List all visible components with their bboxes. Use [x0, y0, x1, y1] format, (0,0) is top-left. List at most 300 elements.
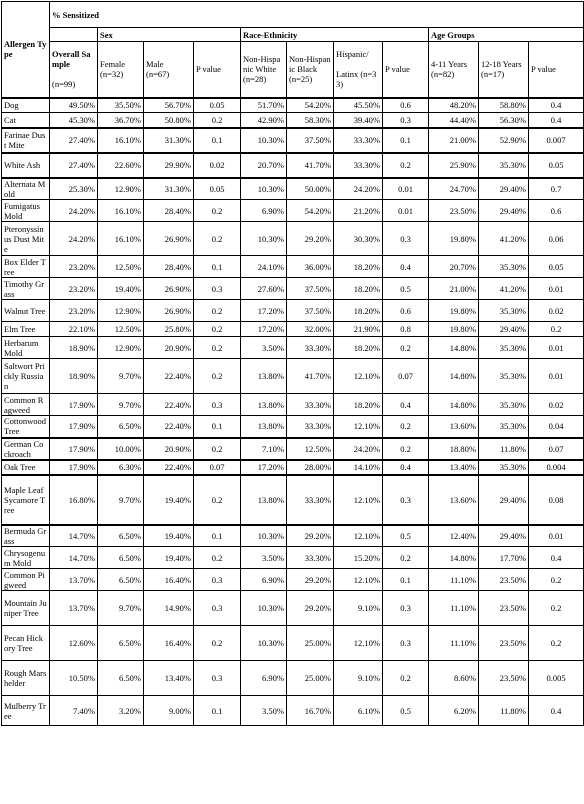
- allergen-name: Alternata Mold: [2, 178, 50, 200]
- race-group-header: Race-Ethnicity: [241, 28, 429, 42]
- percent-cell: 54.20%: [287, 98, 334, 113]
- table-row: [2, 394, 584, 416]
- percent-cell: 14.70%: [50, 547, 98, 569]
- p-value-cell: 0.007: [529, 128, 584, 153]
- percent-cell: 33.30%: [334, 128, 383, 153]
- percent-cell: 35.30%: [479, 256, 529, 278]
- table-row: [2, 475, 584, 525]
- percent-cell: 41.70%: [287, 153, 334, 178]
- p-value-cell: 0.02: [194, 153, 241, 178]
- percent-cell: 48.20%: [429, 98, 479, 113]
- percent-cell: 6.50%: [98, 626, 144, 661]
- percent-cell: 41.20%: [479, 278, 529, 300]
- percent-cell: 13.60%: [429, 416, 479, 438]
- percent-cell: 25.00%: [287, 626, 334, 661]
- percent-cell: 13.80%: [241, 416, 287, 438]
- p-value-cell: 0.2: [194, 547, 241, 569]
- percent-cell: 6.10%: [334, 696, 383, 726]
- percent-cell: 19.40%: [98, 278, 144, 300]
- percent-cell: 20.70%: [429, 256, 479, 278]
- table-row: [2, 200, 584, 222]
- percent-cell: 10.30%: [241, 626, 287, 661]
- percent-cell: 33.30%: [287, 547, 334, 569]
- percent-cell: 23.50%: [429, 200, 479, 222]
- p-value-cell: 0.6: [383, 300, 429, 322]
- percent-cell: 11.80%: [479, 438, 529, 460]
- percent-cell: 12.10%: [334, 416, 383, 438]
- percent-cell: 29.90%: [144, 153, 194, 178]
- table-row: [2, 416, 584, 438]
- percent-cell: 52.90%: [479, 128, 529, 153]
- percent-cell: 12.10%: [334, 569, 383, 591]
- percent-cell: 18.20%: [334, 337, 383, 359]
- percent-cell: 17.90%: [50, 394, 98, 416]
- percent-cell: 16.40%: [144, 626, 194, 661]
- header-row-groups: [2, 28, 584, 42]
- p-value-cell: 0.4: [383, 256, 429, 278]
- table-row: [2, 547, 584, 569]
- percent-cell: 10.30%: [241, 222, 287, 256]
- p-value-cell: 0.2: [529, 626, 584, 661]
- p-value-cell: 0.2: [194, 322, 241, 337]
- percent-cell: 35.30%: [479, 359, 529, 394]
- percent-cell: 23.50%: [479, 569, 529, 591]
- percent-cell: 25.00%: [287, 661, 334, 696]
- allergen-name: Fumigatus Mold: [2, 200, 50, 222]
- percent-cell: 10.30%: [241, 178, 287, 200]
- table-row: [2, 337, 584, 359]
- table-row: [2, 438, 584, 460]
- percent-cell: 25.30%: [50, 178, 98, 200]
- p-value-cell: 0.01: [383, 200, 429, 222]
- p-value-cell: 0.01: [529, 525, 584, 547]
- percent-cell: 12.10%: [334, 626, 383, 661]
- percent-cell: 10.30%: [241, 591, 287, 626]
- p-value-cell: 0.5: [383, 278, 429, 300]
- percent-cell: 16.70%: [287, 696, 334, 726]
- percent-cell: 37.50%: [287, 278, 334, 300]
- percent-cell: 12.90%: [98, 337, 144, 359]
- p-value-cell: 0.1: [194, 256, 241, 278]
- allergen-name: Mountain Juniper Tree: [2, 591, 50, 626]
- percent-cell: 41.70%: [287, 359, 334, 394]
- percent-cell: 9.10%: [334, 661, 383, 696]
- percent-cell: 6.30%: [98, 460, 144, 475]
- percent-cell: 29.20%: [287, 525, 334, 547]
- p-value-cell: 0.2: [383, 438, 429, 460]
- percent-cell: 24.20%: [50, 222, 98, 256]
- p-value-cell: 0.4: [383, 394, 429, 416]
- percent-cell: 58.80%: [479, 98, 529, 113]
- allergen-name: Walnut Tree: [2, 300, 50, 322]
- table-row: [2, 98, 584, 113]
- percent-cell: 21.00%: [429, 278, 479, 300]
- percent-cell: 20.90%: [144, 337, 194, 359]
- percent-cell: 10.00%: [98, 438, 144, 460]
- percent-cell: 25.90%: [429, 153, 479, 178]
- p-value-cell: 0.06: [529, 222, 584, 256]
- p-value-cell: 0.3: [194, 394, 241, 416]
- percent-cell: 9.00%: [144, 696, 194, 726]
- percent-cell: 29.40%: [479, 475, 529, 525]
- col-nhw-header: Non-Hispanic White (n=28): [241, 42, 287, 98]
- percent-cell: 56.30%: [479, 113, 529, 128]
- percent-cell: 12.10%: [334, 359, 383, 394]
- percent-cell: 9.10%: [334, 591, 383, 626]
- p-value-cell: 0.01: [529, 359, 584, 394]
- percent-cell: 29.20%: [287, 222, 334, 256]
- p-value-cell: 0.4: [529, 113, 584, 128]
- percent-cell: 35.30%: [479, 153, 529, 178]
- percent-cell: 54.20%: [287, 200, 334, 222]
- percent-cell: 18.20%: [334, 394, 383, 416]
- percent-cell: 33.30%: [287, 416, 334, 438]
- percent-cell: 14.10%: [334, 460, 383, 475]
- p-value-cell: 0.2: [529, 322, 584, 337]
- p-value-cell: 0.3: [194, 278, 241, 300]
- percent-cell: 17.90%: [50, 460, 98, 475]
- percent-cell: 18.20%: [334, 300, 383, 322]
- percent-cell: 22.40%: [144, 460, 194, 475]
- p-value-cell: 0.3: [383, 591, 429, 626]
- percent-cell: 19.40%: [144, 525, 194, 547]
- p-value-cell: 0.3: [194, 661, 241, 696]
- percent-cell: 23.20%: [50, 256, 98, 278]
- allergen-name: Herbarum Mold: [2, 337, 50, 359]
- percent-cell: 23.50%: [479, 626, 529, 661]
- col-nhb-header: Non-Hispanic Black (n=25): [287, 42, 334, 98]
- percent-cell: 16.80%: [50, 475, 98, 525]
- p-value-cell: 0.07: [194, 460, 241, 475]
- percent-cell: 6.50%: [98, 416, 144, 438]
- percent-cell: 23.50%: [479, 661, 529, 696]
- allergen-name: German Cockroach: [2, 438, 50, 460]
- percent-cell: 39.40%: [334, 113, 383, 128]
- percent-cell: 13.60%: [429, 475, 479, 525]
- allergen-name: Bermuda Grass: [2, 525, 50, 547]
- percent-cell: 18.90%: [50, 337, 98, 359]
- percent-cell: 9.70%: [98, 475, 144, 525]
- allergen-name: Box Elder Tree: [2, 256, 50, 278]
- header-row-columns: [2, 42, 584, 98]
- percent-cell: 24.20%: [334, 178, 383, 200]
- allergen-name: Farinae Dust Mite: [2, 128, 50, 153]
- p-value-cell: 0.4: [529, 696, 584, 726]
- table-row: [2, 661, 584, 696]
- p-value-cell: 0.3: [383, 475, 429, 525]
- percent-cell: 29.40%: [479, 200, 529, 222]
- percent-cell: 12.40%: [429, 525, 479, 547]
- col-male-header: Male (n=67): [144, 42, 194, 98]
- percent-cell: 24.70%: [429, 178, 479, 200]
- p-value-cell: 0.2: [194, 475, 241, 525]
- percent-cell: 3.50%: [241, 547, 287, 569]
- p-value-cell: 0.08: [529, 475, 584, 525]
- percent-cell: 35.30%: [479, 394, 529, 416]
- percent-cell: 22.40%: [144, 359, 194, 394]
- p-value-cell: 0.1: [383, 569, 429, 591]
- percent-cell: 27.40%: [50, 128, 98, 153]
- percent-cell: 16.10%: [98, 200, 144, 222]
- percent-cell: 3.50%: [241, 696, 287, 726]
- percent-cell: 32.00%: [287, 322, 334, 337]
- percent-cell: 29.40%: [479, 178, 529, 200]
- percent-cell: 12.60%: [50, 626, 98, 661]
- col-female-header: Female (n=32): [98, 42, 144, 98]
- p-value-cell: 0.2: [194, 113, 241, 128]
- percent-cell: 13.70%: [50, 569, 98, 591]
- p-value-cell: 0.6: [383, 98, 429, 113]
- table-row: [2, 128, 584, 153]
- percent-cell: 12.10%: [334, 475, 383, 525]
- percent-cell: 9.70%: [98, 591, 144, 626]
- allergen-name: Timothy Grass: [2, 278, 50, 300]
- allergen-type-header: Allergen Type: [2, 2, 50, 98]
- percent-cell: 29.40%: [479, 322, 529, 337]
- percent-cell: 26.90%: [144, 300, 194, 322]
- percent-cell: 12.50%: [98, 256, 144, 278]
- percent-cell: 3.50%: [241, 337, 287, 359]
- sex-group-header: Sex: [98, 28, 241, 42]
- p-value-cell: 0.4: [529, 98, 584, 113]
- p-value-cell: 0.07: [383, 359, 429, 394]
- table-body: [2, 2, 584, 726]
- allergen-name: Cottonwood Tree: [2, 416, 50, 438]
- allergen-name: Pteronyssinus Dust Mite: [2, 222, 50, 256]
- p-value-cell: 0.05: [529, 256, 584, 278]
- col-age-12-18-header: 12-18 Years (n=17): [479, 42, 529, 98]
- percent-cell: 16.10%: [98, 128, 144, 153]
- sensitization-table: [1, 1, 584, 726]
- table-row: [2, 359, 584, 394]
- p-value-cell: 0.01: [383, 178, 429, 200]
- percent-cell: 7.10%: [241, 438, 287, 460]
- percent-cell: 23.20%: [50, 278, 98, 300]
- table-row: [2, 256, 584, 278]
- percent-cell: 44.40%: [429, 113, 479, 128]
- percent-cell: 41.20%: [479, 222, 529, 256]
- p-value-cell: 0.2: [383, 661, 429, 696]
- allergen-name: Elm Tree: [2, 322, 50, 337]
- allergen-name: Saltwort Prickly Russian: [2, 359, 50, 394]
- percent-cell: 14.80%: [429, 547, 479, 569]
- table-row: [2, 460, 584, 475]
- col-sex-pvalue-header: P value: [194, 42, 241, 98]
- percent-cell: 18.80%: [429, 438, 479, 460]
- p-value-cell: 0.02: [529, 394, 584, 416]
- percent-cell: 33.30%: [287, 337, 334, 359]
- p-value-cell: 0.05: [194, 98, 241, 113]
- percent-cell: 50.80%: [144, 113, 194, 128]
- table-row: [2, 300, 584, 322]
- p-value-cell: 0.005: [529, 661, 584, 696]
- percent-cell: 27.60%: [241, 278, 287, 300]
- percent-cell: 10.30%: [241, 128, 287, 153]
- percent-cell: 28.40%: [144, 256, 194, 278]
- header-row-top: [2, 2, 584, 28]
- p-value-cell: 0.02: [529, 300, 584, 322]
- percent-cell: 45.30%: [50, 113, 98, 128]
- p-value-cell: 0.3: [194, 591, 241, 626]
- table-row: [2, 322, 584, 337]
- p-value-cell: 0.2: [194, 359, 241, 394]
- percent-cell: 16.10%: [98, 222, 144, 256]
- percent-cell: 6.50%: [98, 547, 144, 569]
- p-value-cell: 0.2: [529, 569, 584, 591]
- allergen-name: Oak Tree: [2, 460, 50, 475]
- p-value-cell: 0.2: [194, 200, 241, 222]
- percent-cell: 17.70%: [479, 547, 529, 569]
- percent-cell: 12.90%: [98, 178, 144, 200]
- percent-cell: 26.90%: [144, 278, 194, 300]
- percent-cell: 36.00%: [287, 256, 334, 278]
- percent-cell: 49.50%: [50, 98, 98, 113]
- p-value-cell: 0.004: [529, 460, 584, 475]
- allergen-name: Dog: [2, 98, 50, 113]
- percent-cell: 24.20%: [334, 438, 383, 460]
- percent-cell: 20.90%: [144, 438, 194, 460]
- percent-cell: 19.80%: [429, 322, 479, 337]
- col-age-4-11-header: 4-11 Years (n=82): [429, 42, 479, 98]
- allergen-name: Chrysogenum Mold: [2, 547, 50, 569]
- percent-cell: 17.20%: [241, 460, 287, 475]
- percent-cell: 9.70%: [98, 394, 144, 416]
- percent-cell: 23.20%: [50, 300, 98, 322]
- percent-cell: 11.10%: [429, 569, 479, 591]
- p-value-cell: 0.05: [194, 178, 241, 200]
- percent-cell: 17.90%: [50, 438, 98, 460]
- percent-cell: 6.90%: [241, 200, 287, 222]
- allergen-name: Rough Marshelder: [2, 661, 50, 696]
- percent-cell: 31.30%: [144, 178, 194, 200]
- p-value-cell: 0.2: [194, 222, 241, 256]
- pct-sensitized-header: % Sensitized: [50, 2, 584, 28]
- p-value-cell: 0.2: [194, 626, 241, 661]
- percent-cell: 18.20%: [334, 278, 383, 300]
- percent-cell: 13.80%: [241, 394, 287, 416]
- col-hispanic-header: Hispanic/ Latinx (n=33): [334, 42, 383, 98]
- percent-cell: 35.30%: [479, 416, 529, 438]
- percent-cell: 31.30%: [144, 128, 194, 153]
- percent-cell: 13.70%: [50, 591, 98, 626]
- percent-cell: 25.80%: [144, 322, 194, 337]
- percent-cell: 18.20%: [334, 256, 383, 278]
- percent-cell: 21.90%: [334, 322, 383, 337]
- allergen-name: Common Pigweed: [2, 569, 50, 591]
- percent-cell: 42.90%: [241, 113, 287, 128]
- percent-cell: 14.80%: [429, 337, 479, 359]
- percent-cell: 9.70%: [98, 359, 144, 394]
- percent-cell: 56.70%: [144, 98, 194, 113]
- percent-cell: 29.40%: [479, 525, 529, 547]
- percent-cell: 26.90%: [144, 222, 194, 256]
- col-race-pvalue-header: P value: [383, 42, 429, 98]
- percent-cell: 12.50%: [287, 438, 334, 460]
- percent-cell: 13.80%: [241, 359, 287, 394]
- p-value-cell: 0.2: [383, 153, 429, 178]
- percent-cell: 12.50%: [98, 322, 144, 337]
- percent-cell: 13.80%: [241, 475, 287, 525]
- percent-cell: 37.50%: [287, 128, 334, 153]
- allergen-name: Common Ragweed: [2, 394, 50, 416]
- p-value-cell: 0.8: [383, 322, 429, 337]
- percent-cell: 8.60%: [429, 661, 479, 696]
- percent-cell: 6.90%: [241, 661, 287, 696]
- table-row: [2, 525, 584, 547]
- p-value-cell: 0.1: [194, 416, 241, 438]
- p-value-cell: 0.2: [194, 337, 241, 359]
- percent-cell: 35.30%: [479, 460, 529, 475]
- percent-cell: 29.20%: [287, 569, 334, 591]
- percent-cell: 21.00%: [429, 128, 479, 153]
- percent-cell: 17.20%: [241, 322, 287, 337]
- percent-cell: 20.70%: [241, 153, 287, 178]
- p-value-cell: 0.2: [383, 416, 429, 438]
- p-value-cell: 0.1: [383, 128, 429, 153]
- percent-cell: 50.00%: [287, 178, 334, 200]
- table-row: [2, 278, 584, 300]
- percent-cell: 7.40%: [50, 696, 98, 726]
- table-row: [2, 222, 584, 256]
- percent-cell: 14.70%: [50, 525, 98, 547]
- p-value-cell: 0.5: [383, 525, 429, 547]
- table-row: [2, 178, 584, 200]
- percent-cell: 24.20%: [50, 200, 98, 222]
- percent-cell: 23.50%: [479, 591, 529, 626]
- p-value-cell: 0.1: [194, 696, 241, 726]
- table-row: [2, 113, 584, 128]
- percent-cell: 19.80%: [429, 222, 479, 256]
- p-value-cell: 0.4: [383, 460, 429, 475]
- p-value-cell: 0.6: [529, 200, 584, 222]
- p-value-cell: 0.1: [194, 128, 241, 153]
- percent-cell: 17.90%: [50, 416, 98, 438]
- percent-cell: 19.80%: [429, 300, 479, 322]
- percent-cell: 11.80%: [479, 696, 529, 726]
- percent-cell: 58.30%: [287, 113, 334, 128]
- percent-cell: 35.30%: [479, 300, 529, 322]
- percent-cell: 10.50%: [50, 661, 98, 696]
- table-row: [2, 626, 584, 661]
- percent-cell: 6.90%: [241, 569, 287, 591]
- table-row: [2, 696, 584, 726]
- p-value-cell: 0.01: [529, 337, 584, 359]
- percent-cell: 6.50%: [98, 569, 144, 591]
- percent-cell: 33.30%: [287, 394, 334, 416]
- p-value-cell: 0.2: [194, 300, 241, 322]
- percent-cell: 16.40%: [144, 569, 194, 591]
- p-value-cell: 0.3: [194, 569, 241, 591]
- allergen-name: Mulberry Tree: [2, 696, 50, 726]
- percent-cell: 33.30%: [287, 475, 334, 525]
- col-age-pvalue-header: P value: [529, 42, 584, 98]
- percent-cell: 51.70%: [241, 98, 287, 113]
- percent-cell: 18.90%: [50, 359, 98, 394]
- p-value-cell: 0.2: [194, 438, 241, 460]
- p-value-cell: 0.07: [529, 438, 584, 460]
- percent-cell: 30.30%: [334, 222, 383, 256]
- percent-cell: 12.90%: [98, 300, 144, 322]
- percent-cell: 11.10%: [429, 626, 479, 661]
- percent-cell: 33.30%: [334, 153, 383, 178]
- percent-cell: 36.70%: [98, 113, 144, 128]
- p-value-cell: 0.4: [529, 547, 584, 569]
- percent-cell: 6.50%: [98, 525, 144, 547]
- percent-cell: 6.20%: [429, 696, 479, 726]
- p-value-cell: 0.1: [194, 525, 241, 547]
- percent-cell: 28.40%: [144, 200, 194, 222]
- percent-cell: 24.10%: [241, 256, 287, 278]
